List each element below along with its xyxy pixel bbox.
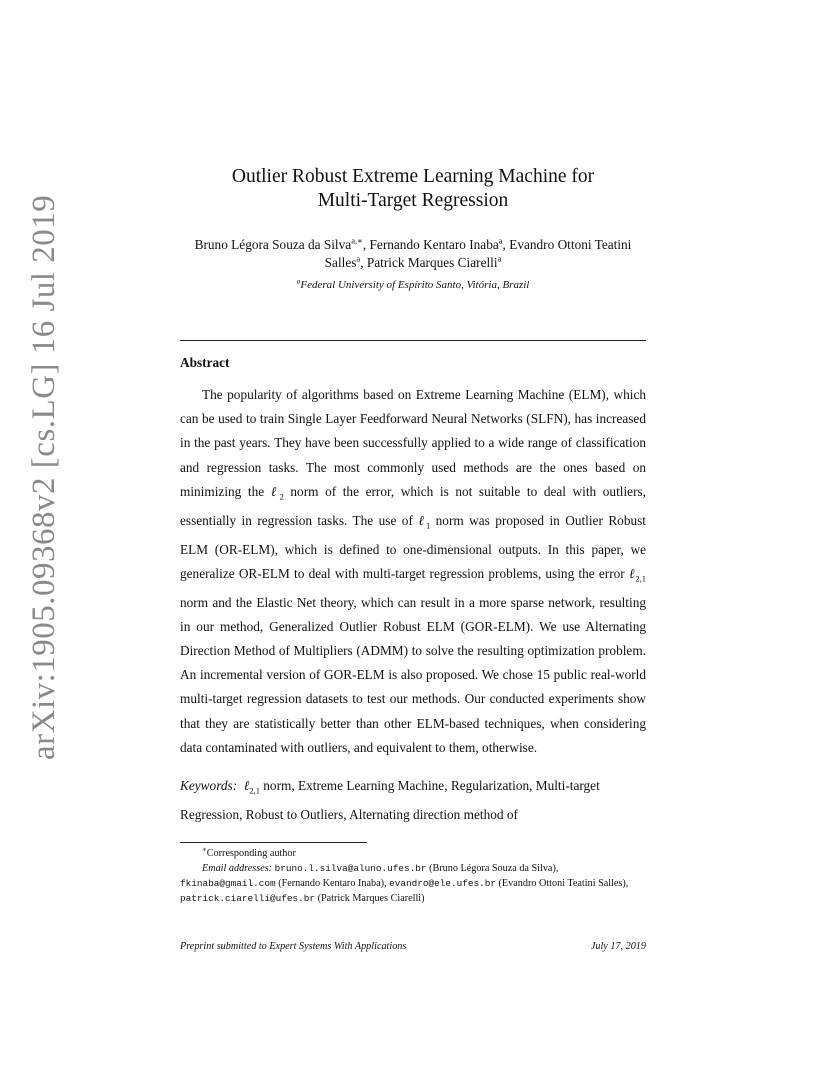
author-3: Evandro Ottoni Teatini Salles [324,237,632,270]
email-4[interactable]: patrick.ciarelli@ufes.br [180,893,316,904]
email-addresses [180,861,646,876]
affiliation-mark: a [296,276,301,286]
l1-symbol: ℓ [418,512,426,528]
keywords-l21-subscript: 2,1 [249,785,260,796]
corresponding-text: Corresponding author [206,848,296,859]
corresponding-mark: ∗ [202,845,207,854]
email-3-owner: (Evandro Ottoni Teatini Salles), [495,878,629,889]
abstract-text-1: The popularity of algorithms based on Extreme Learning Machine (ELM), which can be used to train Single Layer Feedforward Neural Networks (SLFN), has increased in the past years. They have been successfully applied to a wide range of classification and regression tasks. The most commonly used methods are the ones based on minimizing the [180,387,646,499]
preprint-date: July 17, 2019 [590,941,646,952]
abstract-body [180,383,646,760]
l2-subscript: 2 [279,491,284,502]
author-2-mark: a [498,235,503,246]
email-label: Email addresses: [202,863,273,874]
author-2: Fernando Kentaro Inaba [369,237,499,252]
footnote-rule [180,842,367,843]
l21-symbol: ℓ [628,565,636,581]
email-4-owner: (Patrick Marques Ciarelli) [315,893,425,904]
author-4-mark: a [497,253,502,264]
email-1[interactable]: bruno.l.silva@aluno.ufes.br [274,863,427,874]
keywords-l21-symbol: ℓ [243,778,250,793]
abstract-text-3: norm was proposed in Outlier Robust ELM (OR-ELM), which is defined to one-dimensional outputs. In this paper, we generalize OR-ELM to deal with multi-target regression problems, using the error [180,512,646,581]
keywords-text: norm, Extreme Learning Machine, Regularization, Multi-target Regression, Robust to Outliers, Alternating direction method of [180,778,600,822]
abstract-text-4: norm and the Elastic Net theory, which can result in a more sparse network, resulting in our method, Generalized Outlier Robust ELM (GOR-ELM). We use Alternating Direction Method of Multipliers (ADMM) to solve the resulting optimization problem. An incremental version of GOR-ELM is also proposed. We chose 15 public real-world multi-target regression datasets to test our methods. Our conducted experiments show that they are statistically better than other ELM-based techniques, when considering data contaminated with outliers, and equivalent to them, otherwise. [180,594,646,755]
author-list: Bruno Légora Souza da Silva$^{a,∗}$, Fernando Kentaro Inaba$^a$, Evandro Ottoni Teatini Salles$^a$, Patrick Marques Ciarelli$^a$ [194,235,632,270]
footnote [180,846,646,906]
l21-subscript: 2,1 [635,573,646,584]
preprint-note: Preprint submitted to Expert Systems With Applications [180,941,407,952]
author-4: Patrick Marques Ciarelli [366,255,498,270]
email-1-owner: (Bruno Légora Souza da Silva), [426,863,559,874]
abstract-top-rule [180,340,646,341]
title-line-2: Multi-Target Regression [317,190,509,211]
abstract-heading: Abstract [180,355,230,370]
author-1: Bruno Légora Souza da Silva [194,237,352,252]
paper-title [180,165,646,213]
affiliation-text: Federal University of Espírito Santo, Vitória, Brazil [300,279,530,291]
author-1-mark: a,∗ [351,235,363,246]
email-3[interactable]: evandro@ele.ufes.br [389,878,496,889]
keywords [180,774,646,827]
email-line-2 [180,876,646,906]
corresponding-note [180,846,646,861]
email-2[interactable]: fkinaba@gmail.com [180,878,276,889]
title-line-1: Outlier Robust Extreme Learning Machine for [231,166,595,187]
author-3-mark: a [356,253,361,264]
l2-symbol: ℓ [270,483,280,499]
l1-subscript: 1 [425,520,431,531]
abstract-text-2: norm of the error, which is not suitable to deal with outliers, essentially in regression tasks. The use of [180,483,646,528]
affiliation [180,276,646,291]
arxiv-stamp: arXiv:1905.09368v2 [cs.LG] 16 Jul 2019 [26,194,62,760]
email-2-owner: (Fernando Kentaro Inaba), [275,878,390,889]
keywords-label: Keywords: [180,778,238,793]
